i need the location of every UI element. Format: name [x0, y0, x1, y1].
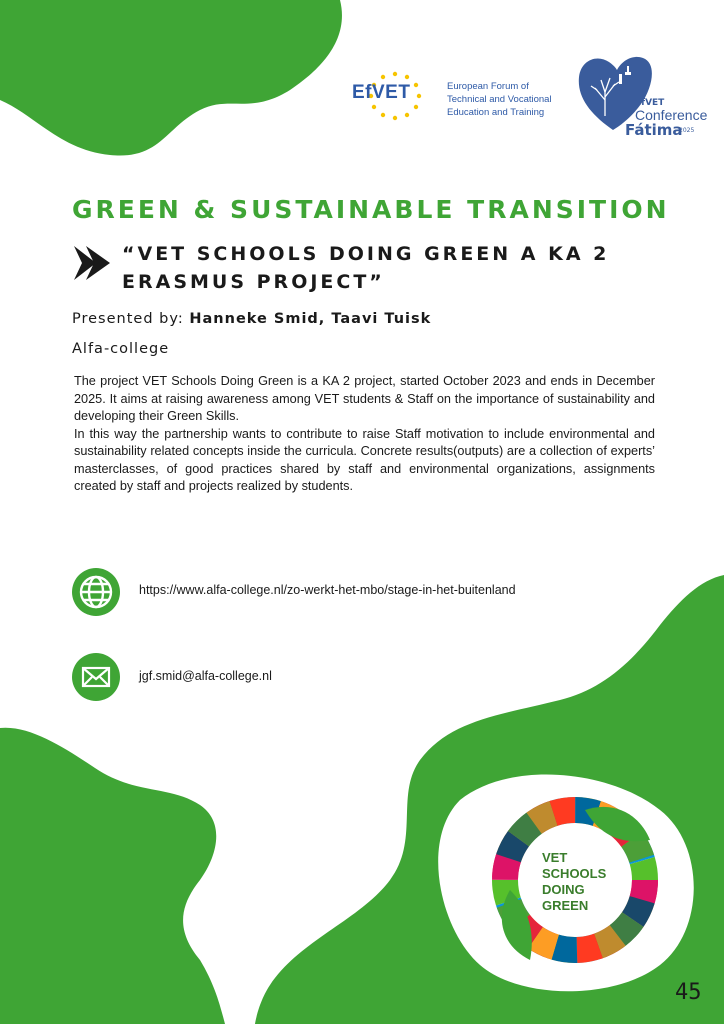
website-link[interactable]: https://www.alfa-college.nl/zo-werkt-het-mbo/stage-in-het-buitenland [139, 583, 516, 597]
presenter-label: Presented by: [72, 311, 190, 327]
efvet-logo [350, 68, 440, 123]
double-chevron-icon [74, 246, 114, 280]
efvet-full-name [447, 80, 552, 119]
efvet-name-line: European Forum of [447, 81, 529, 92]
section-title: GREEN & SUSTAINABLE TRANSITION [72, 195, 670, 224]
project-description [74, 373, 655, 496]
efvet-wordmark: EfVET [352, 82, 411, 103]
conference-logo [575, 52, 708, 142]
envelope-icon [72, 653, 120, 701]
conference-label: Conference [635, 107, 708, 123]
project-logo-text [542, 850, 606, 914]
presenter-line [72, 311, 431, 327]
organization-name: Alfa-college [72, 341, 170, 357]
conference-org: EfVET [635, 98, 665, 108]
project-logo-line: GREEN [542, 898, 589, 913]
talk-title: “VET SCHOOLS DOING GREEN A KA 2 ERASMUS PROJECT” [122, 243, 610, 293]
efvet-name-line: Technical and Vocational [447, 94, 552, 105]
description-paragraph: The project VET Schools Doing Green is a KA 2 project, started October 2023 and ends in December 2025. It aims at raising awareness among VET students & Staff on the importance of sustainability and developing their Green Skills. [74, 374, 655, 423]
description-paragraph: In this way the partnership wants to contribute to raise Staff motivation to include environmental and sustainability related concepts inside the curricula. Concrete results(outputs) are a collection of experts’ masterclasses, of good practices shared by staff and environmental organizations, assignments created by staff and projects realized by students. [74, 426, 655, 493]
project-logo [490, 795, 660, 965]
presenter-names: Hanneke Smid, Taavi Tuisk [189, 311, 432, 327]
bottom-left-blob [0, 728, 225, 1024]
conference-year: 2025 [679, 127, 695, 134]
top-left-blob [0, 0, 342, 156]
globe-icon [72, 568, 120, 616]
project-logo-line: DOING [542, 882, 585, 897]
project-logo-line: VET [542, 850, 568, 865]
efvet-name-line: Education and Training [447, 107, 545, 118]
email-link[interactable]: jgf.smid@alfa-college.nl [139, 669, 272, 683]
page-number: 45 [675, 980, 702, 1005]
conference-city: Fátima [625, 121, 683, 139]
project-logo-line: SCHOOLS [542, 866, 607, 881]
